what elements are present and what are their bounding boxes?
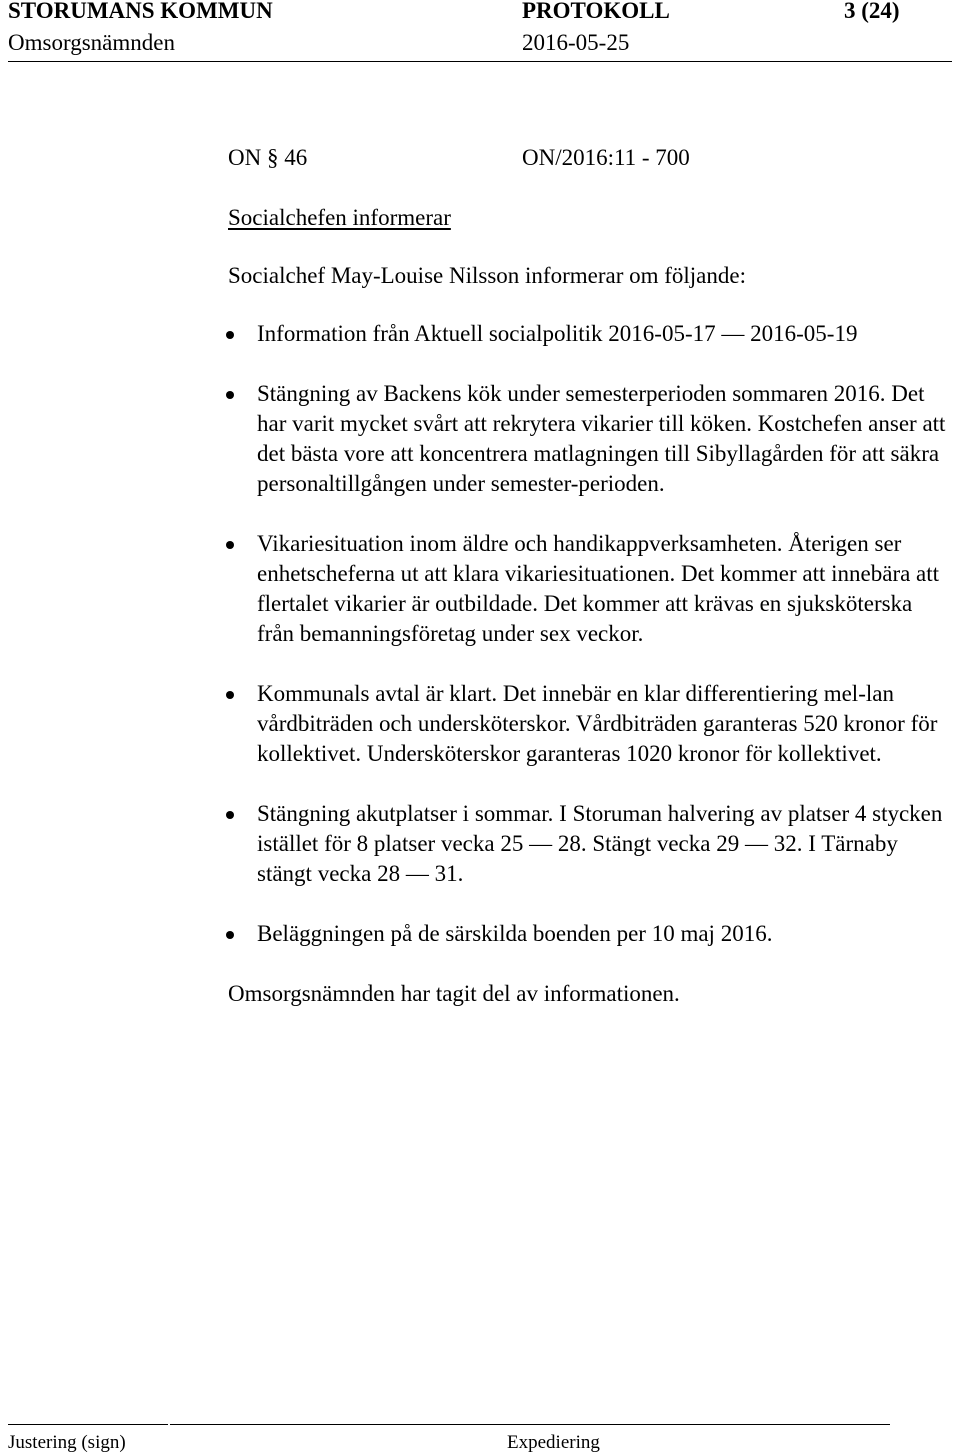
information-list <box>228 319 948 949</box>
list-item-text: Stängning akutplatser i sommar. I Storuman halvering av platser 4 stycken istället för 8 platser vecka 25 — 28. Stängt vecka 29 — 32. I Tärnaby stängt vecka 28 — 31. <box>257 801 943 886</box>
municipality-name: STORUMANS KOMMUN <box>8 0 273 23</box>
list-item <box>228 679 948 769</box>
bullet-icon <box>226 331 234 339</box>
page-number: 3 (24) <box>844 0 900 23</box>
header-divider <box>8 61 952 62</box>
conclusion-text: Omsorgsnämnden har tagit del av informationen. <box>228 981 680 1006</box>
list-item <box>228 799 948 889</box>
header-second-row <box>8 28 952 58</box>
bullet-icon <box>226 541 234 549</box>
bullet-icon <box>226 391 234 399</box>
paragraph-number: ON § 46 <box>228 145 308 170</box>
meeting-date: 2016-05-25 <box>522 30 630 55</box>
signature-line <box>8 1424 168 1425</box>
list-item <box>228 319 948 349</box>
bullet-icon <box>226 691 234 699</box>
bullet-icon <box>226 931 234 939</box>
list-item-text: Kommunals avtal är klart. Det innebär en klar differentiering mel-lan vårdbiträden och undersköterskor. Vårdbiträden garanteras 520 kronor för kollektivet. Undersköterskor garanteras 1020 kronor för kollektivet. <box>257 681 938 766</box>
case-number: ON/2016:11 - 700 <box>522 145 690 170</box>
section-heading: Socialchefen informerar <box>228 205 451 230</box>
list-item-text: Vikariesituation inom äldre och handikappverksamheten. Återigen ser enhetscheferna ut att klara vikariesituationen. Det kommer att innebära att flertalet vikarier är outbildade. Det kommer att krävas en sjuksköterska från bemanningsföretag under sex veckor. <box>257 531 940 646</box>
document-type: PROTOKOLL <box>522 0 670 23</box>
header-top-row <box>8 0 952 26</box>
committee-name: Omsorgsnämnden <box>8 30 175 55</box>
list-item <box>228 529 948 649</box>
dispatch-label: Expediering <box>507 1432 600 1453</box>
list-item-text: Information från Aktuell socialpolitik 2016-05-17 — 2016-05-19 <box>257 321 858 346</box>
section-reference <box>228 143 948 175</box>
signature-label: Justering (sign) <box>8 1432 126 1453</box>
bullet-icon <box>226 811 234 819</box>
list-item <box>228 379 948 499</box>
intro-text: Socialchef May-Louise Nilsson informerar om följande: <box>228 263 746 288</box>
protocol-section <box>228 143 948 1009</box>
list-item-text: Stängning av Backens kök under semesterperioden sommaren 2016. Det har varit mycket svårt att rekrytera vikarier till köken. Kostchefen anser att det bästa vore att koncentrera matlagningen till Sibyllagården för att säkra personaltillgången under semester-perioden. <box>257 381 946 496</box>
list-item <box>228 919 948 949</box>
list-item-text: Beläggningen på de särskilda boenden per 10 maj 2016. <box>257 921 773 946</box>
dispatch-line <box>170 1424 890 1425</box>
